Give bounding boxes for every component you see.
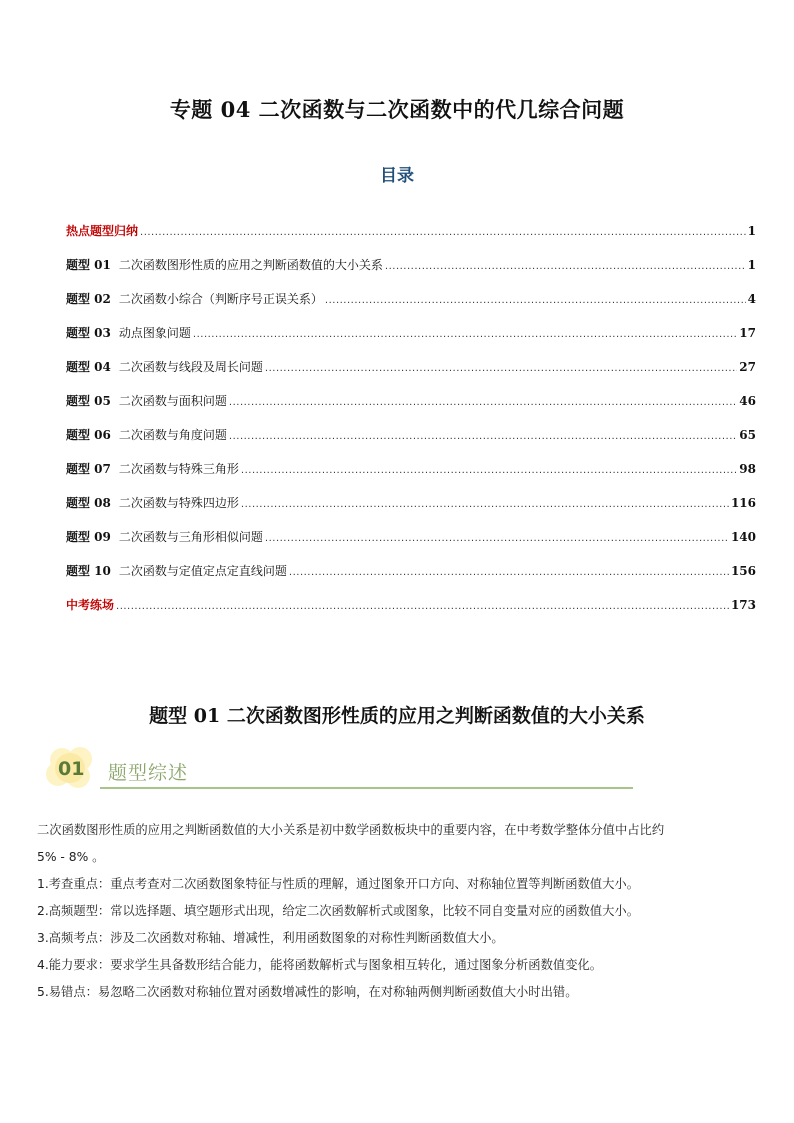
toc-entry-text: 二次函数与三角形相似问题	[118, 530, 263, 544]
toc-entry-label: 热点题型归纳	[66, 224, 139, 238]
toc-entry-label: 中考练场	[66, 598, 115, 612]
toc-entry-text: 二次函数与特殊三角形	[118, 462, 239, 476]
toc-leader-dots	[193, 329, 737, 340]
toc-entry-label: 题型 10	[66, 564, 111, 578]
toc-entry-text: 二次函数与角度问题	[118, 428, 227, 442]
toc-leader-dots	[385, 261, 746, 272]
toc-heading: 目录	[380, 166, 414, 186]
paragraph: 5% - 8% 。	[37, 850, 105, 864]
toc-entry-text: 二次函数小综合（判断序号正误关系）	[118, 292, 323, 306]
paragraph: 2.高频题型：常以选择题、填空题形式出现，给定二次函数解析式或图象，比较不同自变量对应的函数值大小。	[37, 904, 639, 918]
toc-page-number: 4	[747, 292, 756, 306]
toc-leader-dots	[289, 567, 729, 578]
paragraph: 4.能力要求：要求学生具备数形结合能力，能将函数解析式与图象相互转化，通过图象分析函数值变化。	[37, 958, 603, 972]
toc-entry-text: 二次函数与定值定点定直线问题	[118, 564, 287, 578]
toc-page-number: 156	[730, 564, 756, 578]
paragraph: 3.高频考点：涉及二次函数对称轴、增减性，利用函数图象的对称性判断函数值大小。	[37, 931, 504, 945]
toc-entry-type10[interactable]	[66, 562, 756, 596]
toc-entry-label: 题型 03	[66, 326, 111, 340]
section-banner	[40, 742, 640, 794]
toc-page-number: 1	[747, 224, 756, 238]
toc-leader-dots	[325, 295, 746, 306]
paragraph: 1.考查重点：重点考查对二次函数图象特征与性质的理解，通过图象开口方向、对称轴位置等判断函数值大小。	[37, 877, 639, 891]
toc-leader-dots	[116, 601, 729, 612]
toc-entry-text: 二次函数与面积问题	[118, 394, 227, 408]
toc-leader-dots	[229, 431, 737, 442]
toc-entry-type09[interactable]	[66, 528, 756, 562]
toc-leader-dots	[241, 499, 729, 510]
toc-entry-type04[interactable]	[66, 358, 756, 392]
toc-entry-type05[interactable]	[66, 392, 756, 426]
toc-entry-label: 题型 01	[66, 258, 111, 272]
paragraph: 5.易错点：易忽略二次函数对称轴位置对函数增减性的影响，在对称轴两侧判断函数值大小时出错。	[37, 985, 578, 999]
banner-label: 题型综述	[108, 762, 189, 784]
toc-entry-text: 动点图象问题	[118, 326, 191, 340]
toc-entry-label: 题型 07	[66, 462, 111, 476]
toc-entry-label: 题型 08	[66, 496, 111, 510]
toc-page-number: 17	[739, 326, 756, 340]
toc-page-number: 65	[739, 428, 756, 442]
toc-leader-dots	[265, 533, 729, 544]
toc-entry-type08[interactable]	[66, 494, 756, 528]
toc-entry-type01[interactable]	[66, 256, 756, 290]
table-of-contents	[66, 222, 756, 630]
toc-entry-type03[interactable]	[66, 324, 756, 358]
toc-entry-label: 题型 04	[66, 360, 111, 374]
banner-number: 01	[58, 758, 85, 780]
toc-entry-hotspot[interactable]	[66, 222, 756, 256]
toc-leader-dots	[265, 363, 737, 374]
toc-leader-dots	[229, 397, 737, 408]
toc-entry-label: 题型 09	[66, 530, 111, 544]
toc-page-number: 173	[730, 598, 756, 612]
toc-page-number: 140	[730, 530, 756, 544]
toc-leader-dots	[140, 227, 746, 238]
overview-text	[37, 817, 761, 1006]
toc-entry-type02[interactable]	[66, 290, 756, 324]
toc-entry-label: 题型 02	[66, 292, 111, 306]
toc-page-number: 1	[747, 258, 756, 272]
banner-underline	[100, 787, 633, 789]
toc-page-number: 46	[739, 394, 756, 408]
toc-entry-label: 题型 06	[66, 428, 111, 442]
toc-page-number: 98	[739, 462, 756, 476]
toc-page-number: 116	[730, 496, 756, 510]
toc-entry-text: 二次函数图形性质的应用之判断函数值的大小关系	[118, 258, 383, 272]
paragraph: 二次函数图形性质的应用之判断函数值的大小关系是初中数学函数板块中的重要内容，在中考数学整体分值中占比约	[37, 823, 665, 837]
toc-entry-exam-practice[interactable]	[66, 596, 756, 630]
toc-entry-type06[interactable]	[66, 426, 756, 460]
section-title: 题型 01 二次函数图形性质的应用之判断函数值的大小关系	[149, 705, 645, 727]
toc-entry-label: 题型 05	[66, 394, 111, 408]
toc-entry-type07[interactable]	[66, 460, 756, 494]
document-title: 专题 04 二次函数与二次函数中的代几综合问题	[169, 97, 625, 122]
toc-leader-dots	[241, 465, 737, 476]
toc-page-number: 27	[739, 360, 756, 374]
toc-entry-text: 二次函数与特殊四边形	[118, 496, 239, 510]
toc-entry-text: 二次函数与线段及周长问题	[118, 360, 263, 374]
